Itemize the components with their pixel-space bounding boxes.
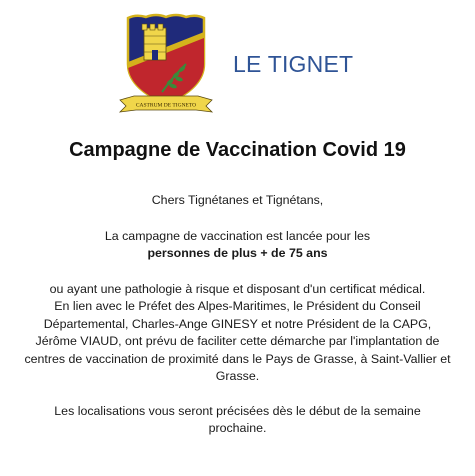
paragraph-line: Départemental, Charles-Ange GINESY et notre Président de la CAPG, bbox=[43, 316, 432, 331]
target-line: personnes de plus + de 75 ans bbox=[147, 246, 328, 260]
paragraph-line: ou ayant une pathologie à risque et disposant d'un certificat médical. bbox=[49, 281, 426, 296]
paragraph-line: En lien avec le Préfet des Alpes-Maritimes, le Président du Conseil bbox=[54, 299, 421, 313]
greeting: Chers Tignétanes et Tignétans, bbox=[151, 193, 324, 207]
closing-line: Les localisations vous seront précisées dès le début de la semaine bbox=[54, 403, 421, 418]
campaign-line: La campagne de vaccination est lancée pour les bbox=[104, 228, 371, 243]
paragraph-line: centres de vaccination de proximité dans le Pays de Grasse, à Saint-Vallier et bbox=[24, 351, 451, 366]
header bbox=[0, 0, 475, 120]
announcement-body bbox=[0, 192, 475, 438]
closing-line: prochaine. bbox=[208, 421, 267, 435]
paragraph-line: Jérôme VIAUD, ont prévu de faciliter cette démarche par l'implantation de bbox=[35, 334, 440, 348]
page-title: Campagne de Vaccination Covid 19 bbox=[69, 139, 406, 161]
town-name: LE TIGNET bbox=[233, 51, 354, 77]
town-crest-logo bbox=[116, 12, 216, 116]
paragraph-line: Grasse. bbox=[215, 369, 260, 383]
motto-text: CASTRUM DE TIGNETO bbox=[135, 102, 197, 109]
